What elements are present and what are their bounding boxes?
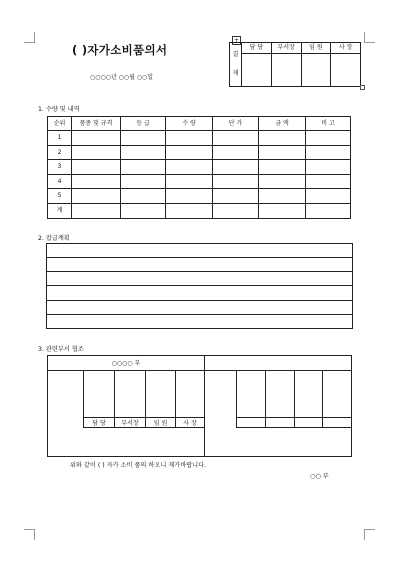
cell[interactable]: [213, 160, 259, 175]
footer-statement: 위와 같이 ( ) 자가 소비 품의 하오니 재가바랍니다.: [70, 462, 207, 469]
crop-mark-bottom-right: [364, 529, 375, 540]
approval-label-bottom: 재: [232, 70, 239, 78]
row-number: 4: [48, 175, 72, 189]
header-amount: 금 액: [259, 117, 306, 131]
document-title: ( )자가소비품의서: [72, 43, 168, 57]
cell[interactable]: [121, 160, 166, 175]
sign-grid-line: [236, 370, 237, 427]
table-row: [48, 146, 351, 160]
approval-sign-president[interactable]: [331, 54, 361, 87]
cooperation-header-line: [47, 370, 352, 371]
row-total-label: 계: [48, 204, 72, 219]
table-total-row: [48, 204, 351, 219]
approval-label-top: 결: [232, 51, 239, 59]
approval-col-executive: 임 원: [301, 43, 331, 54]
sign-label-executive: 임 원: [153, 420, 168, 427]
header-item-spec: 품종 및 규격: [72, 117, 121, 131]
plan-line: [46, 300, 353, 301]
cell[interactable]: [259, 131, 306, 146]
header-remarks: 비 고: [306, 117, 351, 131]
approval-col-dept-head: 부서장: [271, 43, 301, 54]
cell[interactable]: [213, 189, 259, 204]
approval-sign-executive[interactable]: [301, 54, 331, 87]
cell[interactable]: [121, 146, 166, 160]
cell[interactable]: [166, 189, 213, 204]
cell[interactable]: [166, 131, 213, 146]
cell[interactable]: [259, 189, 306, 204]
cell[interactable]: [306, 204, 351, 219]
table-row: [48, 189, 351, 204]
cell[interactable]: [72, 146, 121, 160]
cell[interactable]: [259, 175, 306, 189]
header-rank: 순위: [48, 117, 72, 131]
cell[interactable]: [121, 204, 166, 219]
header-quantity: 수 량: [166, 117, 213, 131]
sign-grid-line: [265, 370, 266, 427]
crop-mark-bottom-left: [24, 529, 35, 540]
cell[interactable]: [72, 131, 121, 146]
cell[interactable]: [121, 131, 166, 146]
cell[interactable]: [213, 204, 259, 219]
cell[interactable]: [166, 175, 213, 189]
cell[interactable]: [213, 175, 259, 189]
header-unit-price: 단 가: [213, 117, 259, 131]
cell[interactable]: [166, 146, 213, 160]
cell[interactable]: [72, 175, 121, 189]
sign-label-line: [236, 427, 352, 428]
sign-label-dept-head: 부서장: [121, 420, 139, 427]
cell[interactable]: [166, 204, 213, 219]
cell[interactable]: [259, 204, 306, 219]
section1-title: 1. 수량 및 내역: [38, 106, 80, 113]
table-row: [48, 175, 351, 189]
plan-line: [46, 285, 353, 286]
table-header-row: [48, 117, 351, 131]
cell[interactable]: [306, 189, 351, 204]
crop-mark-top-left: [24, 32, 35, 43]
row-number: 5: [48, 189, 72, 204]
crop-mark-top-right: [364, 32, 375, 43]
cell[interactable]: [259, 160, 306, 175]
cooperation-dept-name: ○○○○ 부: [111, 360, 141, 367]
cell[interactable]: [213, 146, 259, 160]
plan-line: [46, 271, 353, 272]
sign-label-line: [83, 427, 204, 428]
plan-box[interactable]: [46, 243, 353, 329]
approval-label: [230, 43, 242, 87]
approval-table: [229, 42, 361, 87]
approval-col-president: 사 장: [331, 43, 361, 54]
row-number: 3: [48, 160, 72, 175]
plan-line: [46, 314, 353, 315]
plan-line: [46, 257, 353, 258]
table-row: [48, 131, 351, 146]
cell[interactable]: [213, 131, 259, 146]
footer-dept: ○○ 부: [310, 473, 329, 480]
cell[interactable]: [72, 160, 121, 175]
table-row: [48, 160, 351, 175]
sign-label-line: [236, 417, 352, 418]
header-grade: 등 급: [121, 117, 166, 131]
sign-label-staff: 담 당: [92, 420, 106, 427]
approval-sign-dept-head[interactable]: [271, 54, 301, 87]
cell[interactable]: [306, 160, 351, 175]
cell[interactable]: [121, 189, 166, 204]
approval-col-staff: 담 당: [242, 43, 272, 54]
row-number: 2: [48, 146, 72, 160]
document-date: ○○○○년 ○○월 ○○일: [90, 74, 154, 81]
resize-handle[interactable]: [360, 85, 365, 90]
cell[interactable]: [121, 175, 166, 189]
cell[interactable]: [259, 146, 306, 160]
sign-grid-line: [294, 370, 295, 427]
cell[interactable]: [72, 204, 121, 219]
cell[interactable]: [306, 146, 351, 160]
anchor-icon[interactable]: +: [233, 37, 240, 44]
cell[interactable]: [166, 160, 213, 175]
row-number: 1: [48, 131, 72, 146]
section3-title: 3. 관련부서 협조: [38, 346, 84, 353]
sign-grid-line: [322, 370, 323, 427]
section2-title: 2. 잡급계획: [38, 235, 70, 242]
sign-label-president: 사 장: [183, 420, 197, 427]
cell[interactable]: [306, 175, 351, 189]
approval-sign-staff[interactable]: [242, 54, 272, 87]
cell[interactable]: [72, 189, 121, 204]
cell[interactable]: [306, 131, 351, 146]
quantity-table: [47, 116, 351, 219]
